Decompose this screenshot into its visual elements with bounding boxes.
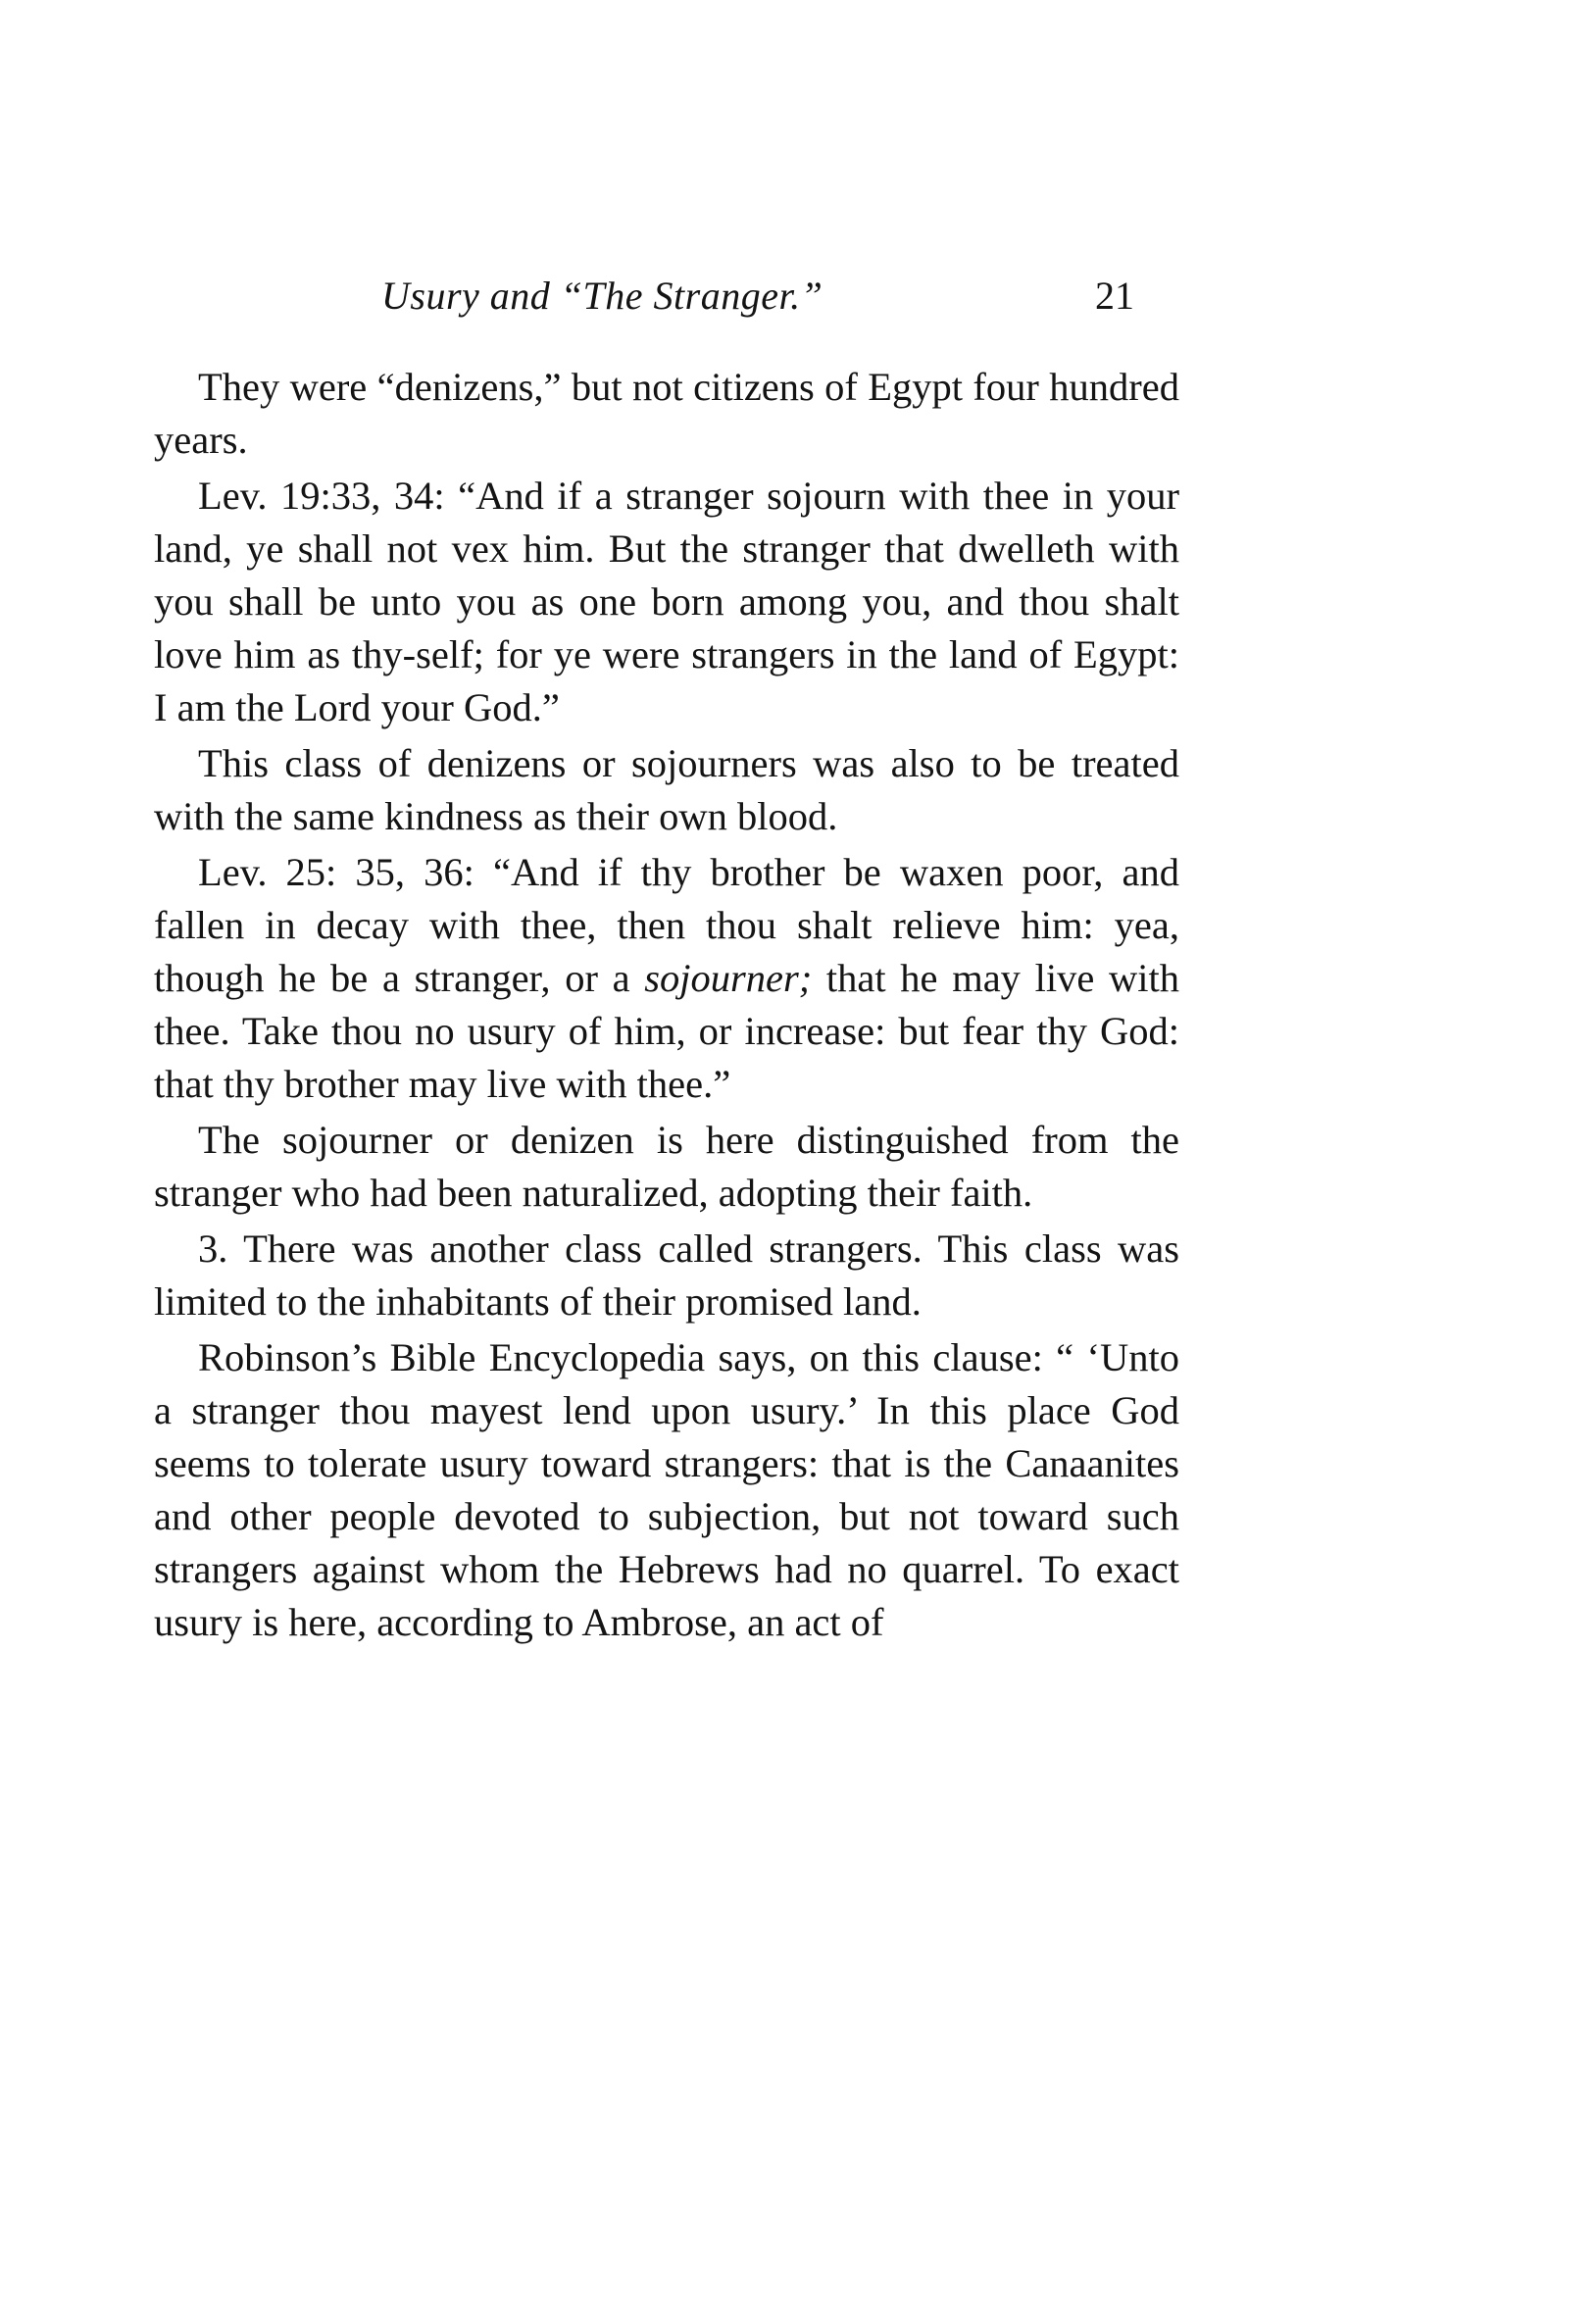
book-page xyxy=(154,0,1179,2302)
paragraph-robinsons-encyclopedia: Robinson’s Bible Encyclopedia says, on this clause: “ ‘Unto a stranger thou mayest lend upon usury.’ In this place God seems to tolerate usury toward strangers: that is the Canaanites and other people devoted to subjection, but not toward such strangers against whom the Hebrews had no quarrel. To exact usury is here, according to Ambrose, an act of xyxy=(154,1335,1179,1644)
page-number: 21 xyxy=(1095,274,1134,318)
paragraph-lev-25 xyxy=(154,846,1179,1111)
paragraph-sojourner-distinguished: The sojourner or denizen is here distinguished from the stranger who had been naturalized, adopting their faith. xyxy=(154,1118,1179,1215)
running-header xyxy=(154,273,1179,331)
lev-25-text-start: Lev. 25: 35, 36: “And if thy brother be waxen poor, and fallen in decay with thee, then thou shalt relieve him: yea, though he be a stranger, or a xyxy=(154,850,1179,1000)
running-title: Usury and “The Stranger.” xyxy=(381,274,823,318)
paragraph-another-class: 3. There was another class called strangers. This class was limited to the inhabitants of their promised land. xyxy=(154,1226,1179,1324)
paragraph-lev-19: Lev. 19:33, 34: “And if a stranger sojourn with thee in your land, ye shall not vex him. But the stranger that dwelleth with you shall be unto you as one born among you, and thou shalt love him as thy-self; for ye were strangers in the land of Egypt: I am the Lord your God.” xyxy=(154,474,1179,729)
lev-25-text-end: that he may live with thee. Take thou no usury of him, or increase: but fear thy God: that thy brother may live with thee.” xyxy=(154,956,1179,1106)
sojourner-italic: sojourner; xyxy=(644,956,813,1000)
paragraph-class-of-denizens: This class of denizens or sojourners was also to be treated with the same kindness as their own blood. xyxy=(154,741,1179,838)
body-text xyxy=(154,361,1179,1652)
paragraph-denizens: They were “denizens,” but not citizens of Egypt four hundred years. xyxy=(154,365,1179,462)
